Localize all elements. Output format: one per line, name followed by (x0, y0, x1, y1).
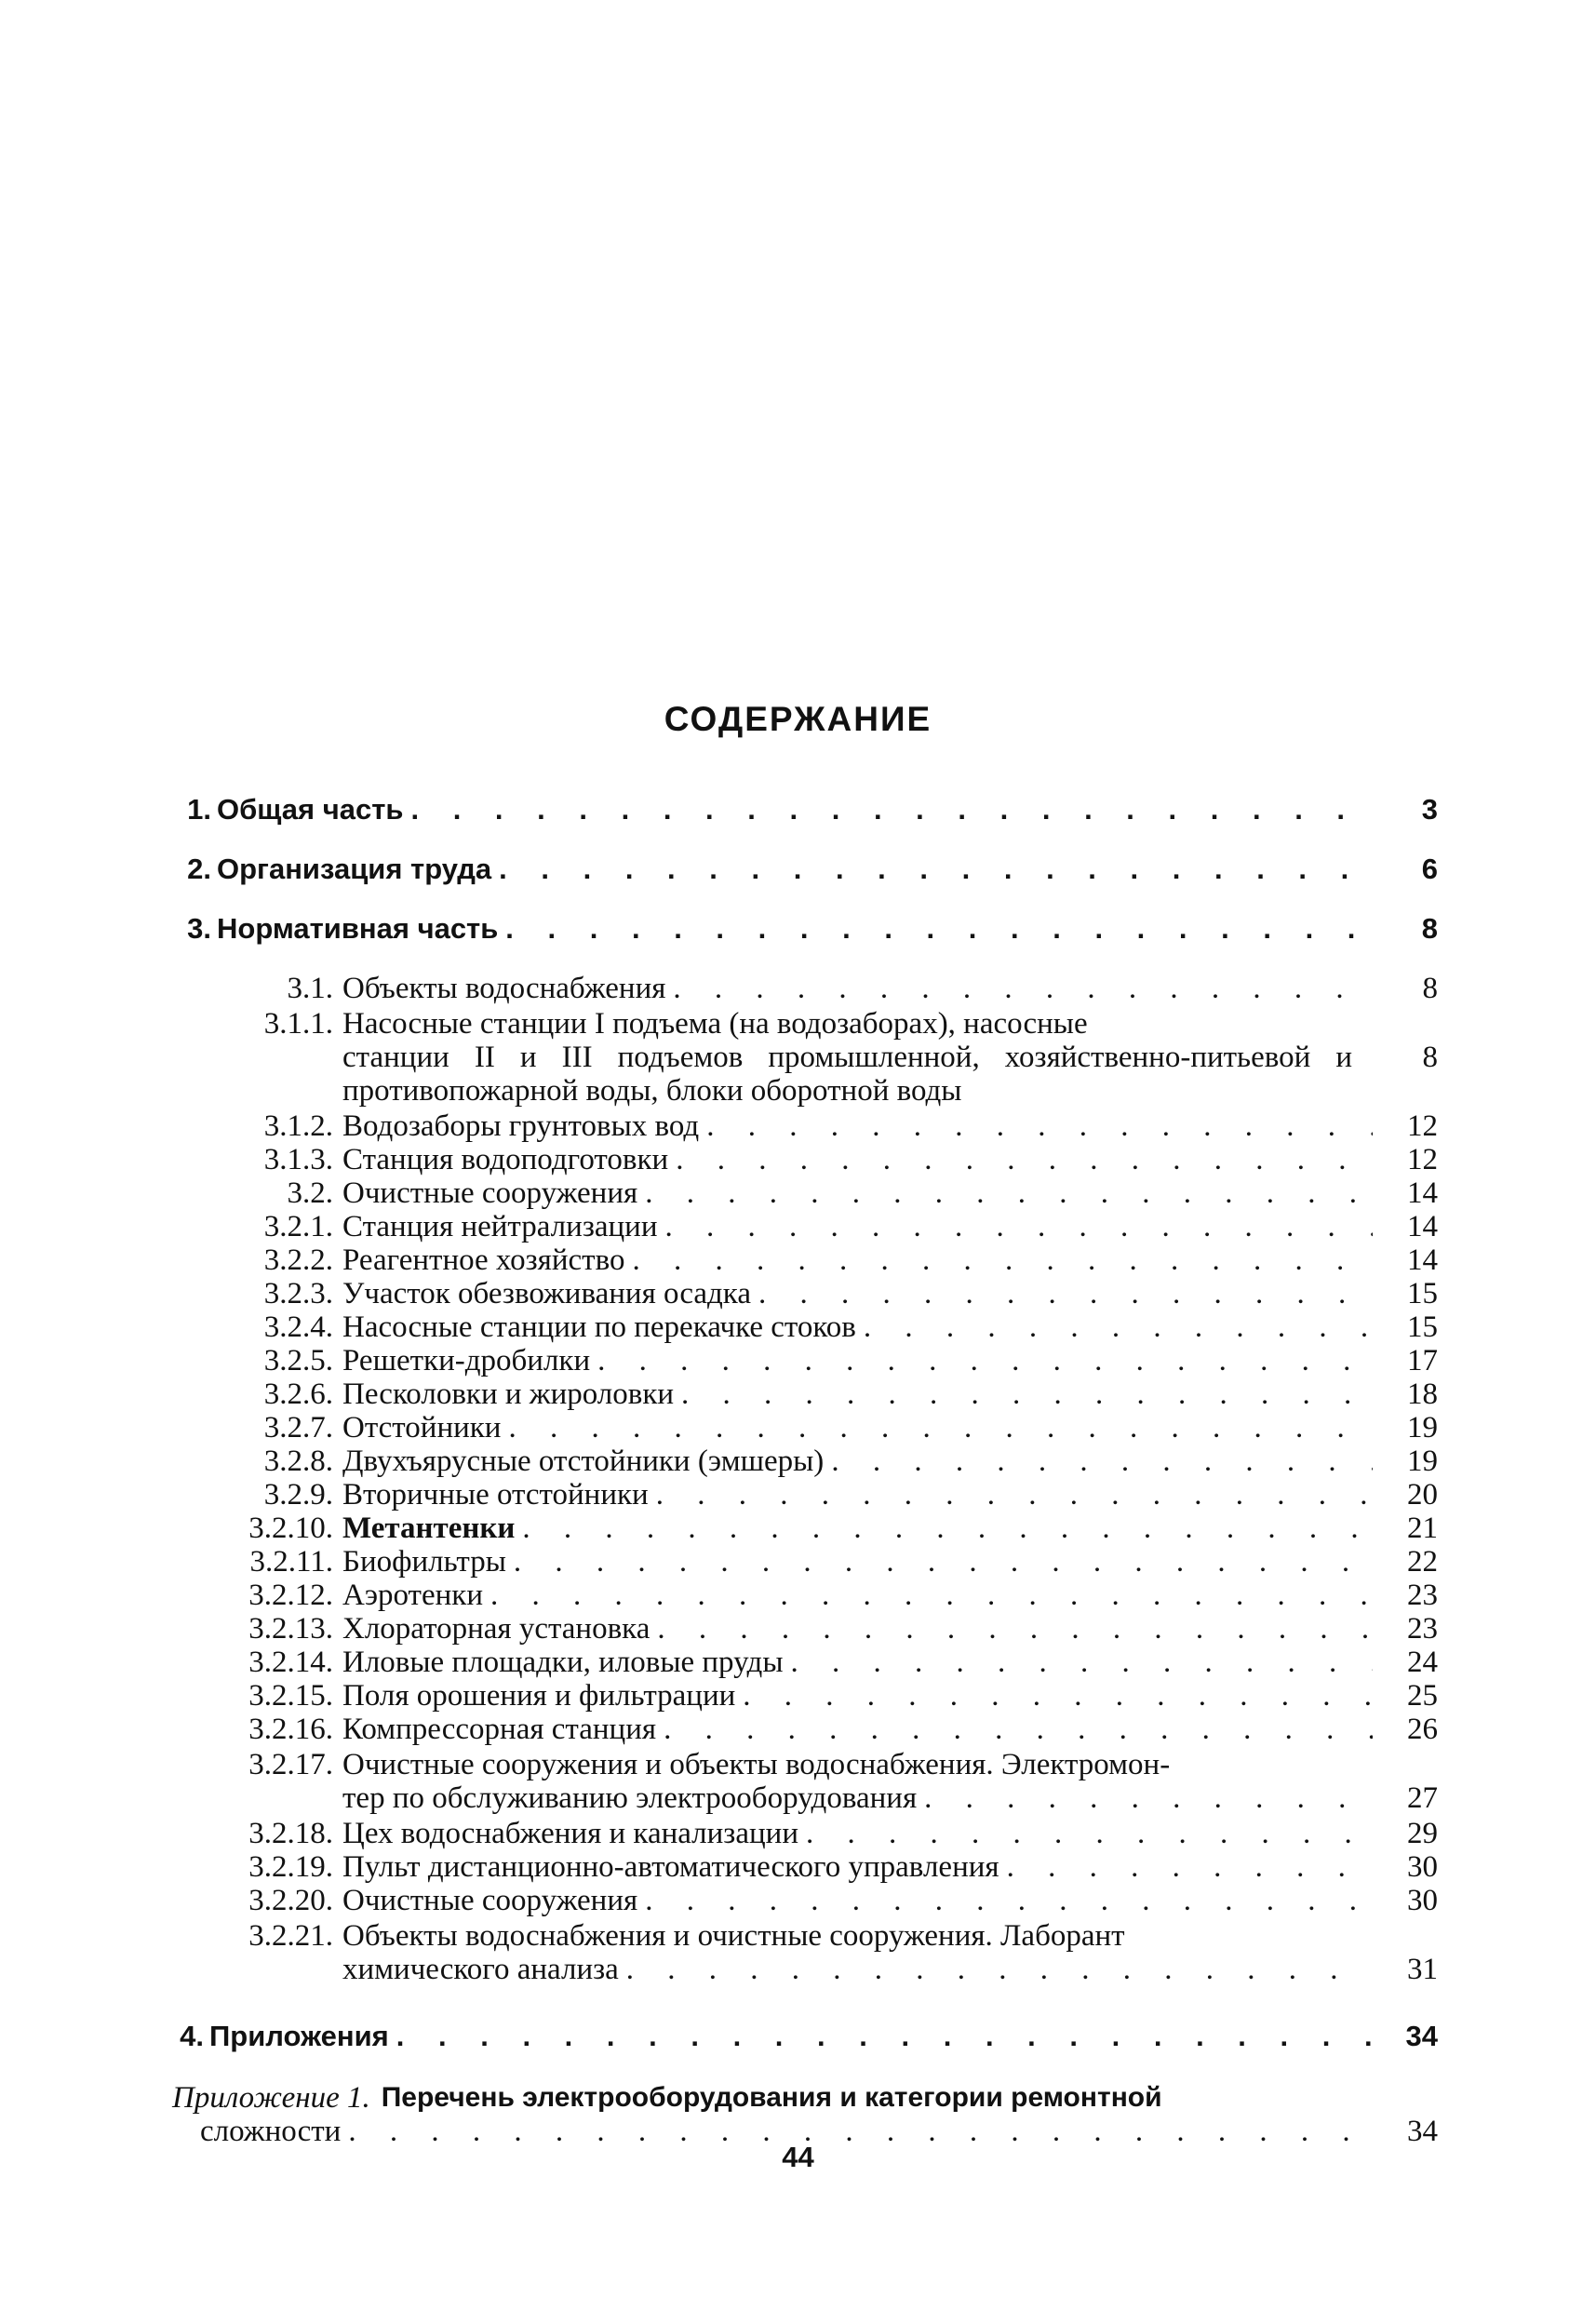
toc-entry-page: 6 (1421, 853, 1438, 885)
leader-dots (499, 853, 1373, 886)
page-title: СОДЕРЖАНИЕ (664, 700, 932, 738)
leader-dots (664, 1210, 1373, 1243)
toc-entry-page: 20 (1407, 1478, 1438, 1512)
leader-dots (632, 1243, 1373, 1277)
toc-entry-page: 14 (1407, 1210, 1438, 1243)
leader-dots (743, 1679, 1373, 1713)
toc-entry-page: 22 (1407, 1545, 1438, 1579)
toc-entry-page: 19 (1407, 1411, 1438, 1444)
toc-entry-page: 3 (1421, 793, 1438, 826)
toc-entry-number: 3.2.11. (249, 1545, 333, 1579)
leader-dots (664, 1713, 1373, 1746)
toc-entry-title: Очистные сооружения (342, 1176, 638, 1210)
toc-entry-title: Станция водоподготовки (342, 1143, 669, 1176)
toc-entry-number: 3.2.12. (248, 1579, 333, 1612)
toc-entry-page: 34 (1405, 2020, 1438, 2052)
toc-entry (172, 972, 1438, 1005)
toc-entry-continuation (342, 1953, 1438, 1986)
toc-entry-page: 14 (1407, 1243, 1438, 1277)
toc-entry-title: Насосные станции I подъема (на водозаборах), насосные (342, 1007, 1088, 1041)
toc-entry-number: 2. (187, 853, 211, 885)
toc-entry-title: Перечень электрооборудования и категории ремонтной (381, 2082, 1162, 2113)
toc-entry-page: 14 (1407, 1176, 1438, 1210)
leader-dots (864, 1310, 1373, 1344)
toc-entry (172, 793, 1438, 826)
toc-entry (172, 912, 1438, 946)
toc-entry-number: 3.1. (287, 972, 333, 1005)
leader-dots (505, 912, 1373, 946)
toc-entry (172, 1243, 1438, 1277)
toc-entry-number: 3.2.10. (248, 1512, 333, 1545)
toc-entry-number: 3. (187, 912, 211, 945)
toc-entry-number: 3.1.2. (263, 1109, 333, 1143)
toc-entry-title: Нормативная часть (217, 912, 499, 945)
toc-entry-page: 19 (1407, 1444, 1438, 1478)
toc-entry-title: Пульт дистанционно-автоматического управления (342, 1850, 999, 1884)
leader-dots (657, 1612, 1373, 1646)
leader-dots (645, 1176, 1373, 1210)
toc-entry-number: 3.2.13. (248, 1612, 333, 1646)
toc-entry (172, 1884, 1438, 1917)
leader-dots (831, 1444, 1373, 1478)
toc-entry-page: 23 (1407, 1612, 1438, 1646)
toc-entry (172, 1007, 1438, 1041)
toc-entry-title: Отстойники (342, 1411, 502, 1444)
toc-entry (172, 1210, 1438, 1243)
toc-entry-title: Станция нейтрализации (342, 1210, 658, 1243)
leader-dots (758, 1277, 1373, 1310)
toc-entry (172, 1344, 1438, 1377)
leader-dots (396, 2020, 1373, 2053)
toc-entry-number: 3.2.16. (248, 1713, 333, 1746)
toc-entry-page: 34 (1407, 2115, 1438, 2148)
toc-entry-title: Иловые площадки, иловые пруды (342, 1646, 784, 1679)
leader-dots (681, 1377, 1373, 1411)
toc-entry-number: 3.2.17. (248, 1748, 333, 1781)
toc-entry (172, 1143, 1438, 1176)
toc-entry-number: 3.2.15. (248, 1679, 333, 1713)
toc-entry-page: 23 (1407, 1579, 1438, 1612)
leader-dots (924, 1781, 1373, 1815)
toc-entry-title: Организация труда (217, 853, 492, 885)
toc-entry-number: 3.2.8. (263, 1444, 333, 1478)
toc-entry-title: Песколовки и жироловки (342, 1377, 675, 1411)
toc-entry-number: 3.2.19. (248, 1850, 333, 1884)
toc-entry (172, 1713, 1438, 1746)
toc-entry-title: Насосные станции по перекачке стоков (342, 1310, 856, 1344)
toc-entry-title: Цех водоснабжения и канализации (342, 1817, 798, 1850)
toc-entry-page: 12 (1407, 1143, 1438, 1176)
toc-entry-number: 3.2.2. (263, 1243, 333, 1277)
toc-entry-title: Метантенки (342, 1512, 516, 1545)
toc-entry-continuation (342, 1781, 1438, 1815)
toc-entry-title: Объекты водоснабжения (342, 972, 666, 1005)
leader-dots (706, 1109, 1373, 1143)
toc-entry-title-continuation: химического анализа (342, 1953, 619, 1986)
toc-entry-title-continuation: тер по обслуживанию электрооборудования (342, 1781, 918, 1815)
toc-entry-title: Компрессорная станция (342, 1713, 657, 1746)
toc-entry (172, 1679, 1438, 1713)
leader-dots (645, 1884, 1373, 1917)
leader-dots (673, 972, 1373, 1005)
toc-entry (172, 1512, 1438, 1545)
toc-entry-number: 4. (180, 2020, 204, 2052)
toc-entry-number: 3.2.21. (248, 1919, 333, 1953)
toc-entry-number: 3.2.7. (263, 1411, 333, 1444)
toc-entry-page: 17 (1407, 1344, 1438, 1377)
leader-dots (676, 1143, 1373, 1176)
toc-entry (172, 1748, 1438, 1781)
toc-entry-page: 8 (1422, 1041, 1438, 1074)
leader-dots (597, 1344, 1373, 1377)
toc-entry-page: 26 (1407, 1713, 1438, 1746)
toc-entry (172, 1277, 1438, 1310)
leader-dots (626, 1953, 1373, 1986)
toc-entry-title: Хлораторная установка (342, 1612, 650, 1646)
toc-entry-page: 18 (1407, 1377, 1438, 1411)
toc-entry-title: Аэротенки (342, 1579, 483, 1612)
toc-entry-number: 3.2.20. (248, 1884, 333, 1917)
toc-entry-number: 3.2.18. (248, 1817, 333, 1850)
toc-entry-number: 3.1.1. (263, 1007, 333, 1041)
toc-entry (172, 1850, 1438, 1884)
toc-entry (172, 1176, 1438, 1210)
toc-entry-title: Общая часть (217, 793, 404, 826)
toc-entry (172, 1612, 1438, 1646)
toc-entry-page: 25 (1407, 1679, 1438, 1713)
leader-dots (806, 1817, 1373, 1850)
toc-entry (172, 2081, 1438, 2115)
toc-entry-page: 30 (1407, 1850, 1438, 1884)
toc-entry (172, 1919, 1438, 1953)
toc-entry (172, 1444, 1438, 1478)
toc-entry (172, 1377, 1438, 1411)
toc-entry (172, 1646, 1438, 1679)
toc-entry-title-continuation: станции II и III подъемов промышленной, хозяйственно-питьевой и противопожарной воды, блоки оборотной воды (342, 1041, 1352, 1108)
toc-entry-number: 3.2. (287, 1176, 333, 1210)
toc-entry (172, 1579, 1438, 1612)
toc-entry-number: 3.2.5. (263, 1344, 333, 1377)
toc-entry-page: 15 (1407, 1310, 1438, 1344)
toc-entry-number: 3.1.3. (263, 1143, 333, 1176)
toc-entry-title: Поля орошения и фильтрации (342, 1679, 736, 1713)
toc-entry (172, 1411, 1438, 1444)
toc-entry-title: Объекты водоснабжения и очистные сооружения. Лаборант (342, 1919, 1125, 1953)
toc-entry-title: Вторичные отстойники (342, 1478, 649, 1512)
toc-entry-title: Двухъярусные отстойники (эмшеры) (342, 1444, 825, 1478)
toc-entry-page: 21 (1407, 1512, 1438, 1545)
toc-entry (172, 1545, 1438, 1579)
toc-entry-page: 12 (1407, 1109, 1438, 1143)
leader-dots (1007, 1850, 1373, 1884)
toc-entry-title: Участок обезвоживания осадка (342, 1277, 751, 1310)
toc-entry-number: 1. (187, 793, 211, 826)
toc-entry-page: 8 (1421, 912, 1438, 945)
leader-dots (522, 1512, 1373, 1545)
toc-entry-page: 30 (1407, 1884, 1438, 1917)
leader-dots (490, 1579, 1373, 1612)
toc-entry-title: Водозаборы грунтовых вод (342, 1109, 700, 1143)
toc-entry-page: 15 (1407, 1277, 1438, 1310)
leader-dots (656, 1478, 1373, 1512)
toc-entry-number: 3.2.3. (263, 1277, 333, 1310)
toc-entry-continuation (342, 1041, 1352, 1108)
toc-entry (172, 2020, 1438, 2053)
toc-entry-title: Биофильтры (342, 1545, 506, 1579)
toc-entry-number: 3.2.9. (263, 1478, 333, 1512)
toc-entry-title: Реагентное хозяйство (342, 1243, 625, 1277)
leader-dots (514, 1545, 1373, 1579)
toc-entry (172, 853, 1438, 886)
page-number: 44 (782, 2141, 814, 2173)
toc-entry-title: Очистные сооружения и объекты водоснабжения. Электромон- (342, 1748, 1171, 1781)
toc-entry-title-continuation: сложности (200, 2115, 342, 2148)
toc-entry-title: Приложения (209, 2020, 389, 2052)
leader-dots (508, 1411, 1373, 1444)
toc-entry-page: 31 (1407, 1953, 1438, 1986)
toc-entry-number: 3.2.4. (263, 1310, 333, 1344)
toc-entry (172, 1478, 1438, 1512)
toc-entry-title: Очистные сооружения (342, 1884, 638, 1917)
toc-entry-number: 3.2.6. (263, 1377, 333, 1411)
toc-entry-title: Решетки-дробилки (342, 1344, 591, 1377)
toc-entry (172, 1310, 1438, 1344)
toc-entry-page: 27 (1407, 1781, 1438, 1815)
toc-entry (172, 1817, 1438, 1850)
leader-dots (410, 793, 1373, 826)
leader-dots (791, 1646, 1373, 1679)
toc-entry (172, 1109, 1438, 1143)
toc-entry-number: 3.2.14. (248, 1646, 333, 1679)
toc-entry-page: 8 (1422, 972, 1438, 1005)
toc-entry-page: 29 (1407, 1817, 1438, 1850)
toc-entry-page: 24 (1407, 1646, 1438, 1679)
toc-entry-number: 3.2.1. (263, 1210, 333, 1243)
toc-entry-number: Приложение 1. (172, 2081, 370, 2115)
